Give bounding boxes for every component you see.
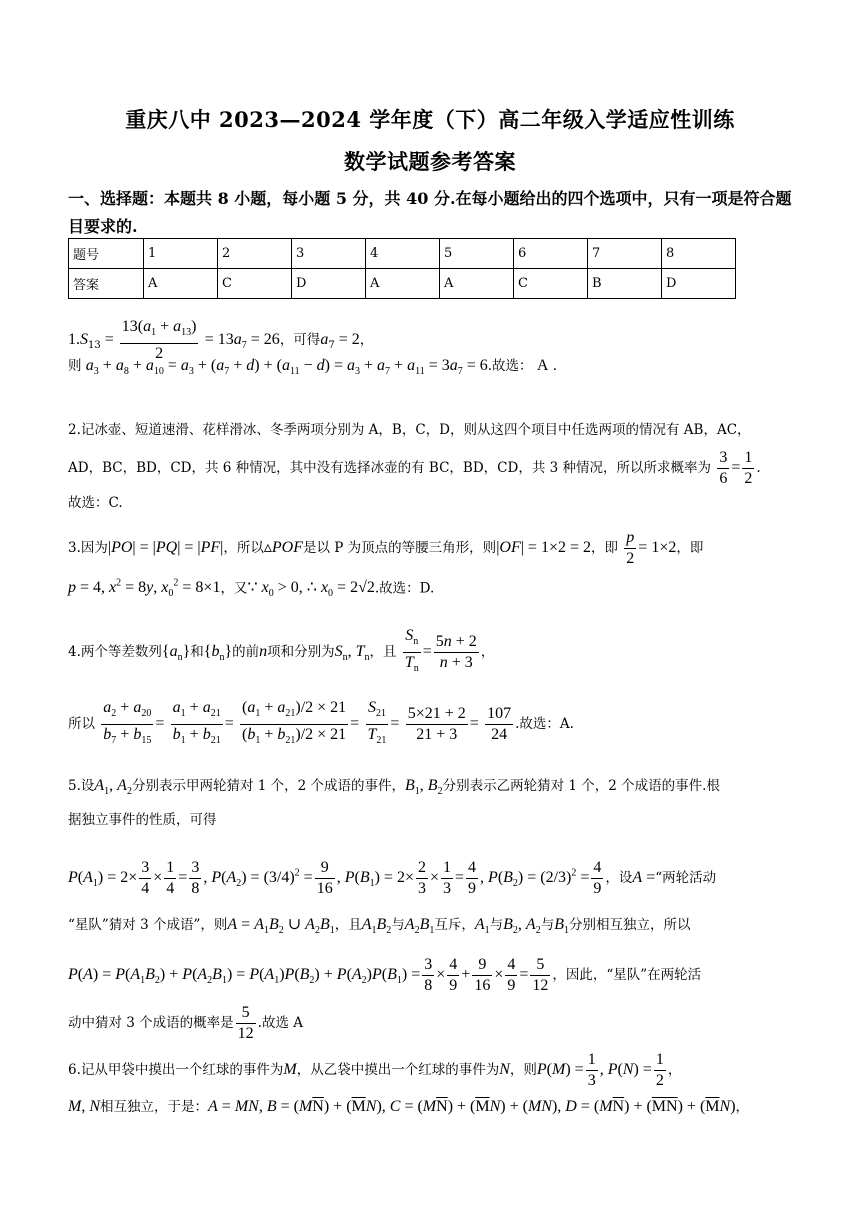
section-heading: 一、选择题：本题共 8 小题，每小题 5 分，共 40 分.在每小题给出的四个选项中，只有一项是符合题目要求的. (68, 189, 792, 236)
table-cell: 3 (292, 239, 366, 269)
table-cell: 8 (662, 239, 736, 269)
solution-6-line-2: M, N相互独立，于是：A = MN, $B = (M\overline{N}) + (\overline{M}N)$, $C = (M\overline{N}) + (\overline{M}N) + (MN)$, $D = (M\overline{N}) + (\overline{M}\overline{N}) + (\overline{M}N)$， (68, 1098, 750, 1115)
solution-1-line-1: $1.S_{13}$ = $\frac{13(a_1 + a_{13})}{2}$ = $13a_7 = 26$，可得$a_7 = 2$， (68, 318, 374, 363)
solution-4-line-2: 所以 $\frac{a_2 + a_{20}}{b_7 + b_{15}}$ = $\frac{a_1 + a_{21}}{b_1 + b_{21}}$ = $\frac{(a_1 + a_{21})/2 \times 21}{(b_1 + b_{21})/2 \times 21}$ = $\frac{S_{21}}{T_{21}}$ = $\frac{5\times 21 + 2}{21 + 3}$ = $\frac{107}{24}$ .故选：A. (68, 699, 574, 747)
table-row (69, 269, 736, 299)
table-cell: C (514, 269, 588, 299)
solution-3-line-1: 3.因为|PO| = |PQ| = |PF|，所以▵POF是以 P 为顶点的等腰三角形，则|OF| = 1×2 = 2，即 $\frac{p}{2}$ = 1×2，即 (68, 529, 704, 567)
table-header-cell: 答案 (69, 269, 144, 299)
table-cell: A (366, 269, 440, 299)
solution-4-line-1: 4.两个等差数列$\{a_n\}$和$\{b_n\}$的前n项和分别为$S_n$, $T_n$，且 $\frac{S_n}{T_n}$ = $\frac{5n + 2}{n + 3}$ ， (68, 627, 495, 675)
solution-5-line-2: 据独立事件的性质，可得 (68, 812, 217, 828)
solution-2-line-1: 2.记冰壶、短道速滑、花样滑冰、冬季两项分别为 A，B，C，D，则从这四个项目中任选两项的情况有 AB，AC， (68, 422, 751, 438)
table-header-cell: 题号 (69, 239, 144, 269)
solution-5-line-3: $P(A_1) = 2\times$ $\frac{3}{4}$ × $\frac{1}{4}$ = $\frac{3}{8}$ , $P(A_2) = (3/4)^2$ = $\frac{9}{16}$ , $P(B_1) = 2\times$ $\frac{2}{3}$ × $\frac{1}{3}$ = $\frac{4}{9}$ , $P(B_2) = (2/3)^2$ = $\frac{4}{9}$ ，设A =“两轮活动 (68, 859, 717, 897)
solution-5-line-4: “星队”猜对 3 个成语”，则$A = A_1B_2$ ∪ $A_2B_1$，且$A_1B_2$与$A_2B_1$互斥，$A_1$与$B_2$, $A_2$与$B_1$分别相互独立，所以 (68, 916, 691, 937)
table-cell: D (292, 269, 366, 299)
table-cell: C (218, 269, 292, 299)
solution-5-line-1: 5.设$A_1$, $A_2$分别表示甲两轮猜对 1 个，2 个成语的事件，$B_1$, $B_2$分别表示乙两轮猜对 1 个，2 个成语的事件.根 (68, 777, 720, 798)
solution-2-line-3: 故选：C. (68, 495, 123, 511)
solution-5-line-6: 动中猜对 3 个成语的概率是 $\frac{5}{12}$ .故选 A (68, 1004, 304, 1042)
table-cell: A (144, 269, 218, 299)
solution-5-line-5: $P(A) = P(A_1B_2) + P(A_2B_1) = P(A_1)P(B_2) + P(A_2)P(B_1)$ = $\frac{3}{8}$ × $\frac{4}{9}$ + $\frac{9}{16}$ × $\frac{4}{9}$ = $\frac{5}{12}$ ，因此，“星队”在两轮活 (68, 956, 702, 994)
table-cell: 5 (440, 239, 514, 269)
table-cell: 2 (218, 239, 292, 269)
table-cell: A (440, 269, 514, 299)
solution-3-line-2: p = 4, $x^2 = 8y$, $x_0^2 = 8\times 1$，又∵ $x_0 > 0$, ∴ $x_0 = 2√2$.故选：D. (68, 578, 435, 600)
table-cell: 1 (144, 239, 218, 269)
document-subtitle: 数学试题参考答案 (344, 149, 516, 174)
table-cell: 7 (588, 239, 662, 269)
document-title: 重庆八中 2023—2024 学年度（下）高二年级入学适应性训练 (125, 107, 735, 132)
solution-6-line-1: 6.记从甲袋中摸出一个红球的事件为M，从乙袋中摸出一个红球的事件为N，则P(M) = $\frac{1}{3}$ , P(N) = $\frac{1}{2}$ ， (68, 1051, 682, 1089)
table-row (69, 239, 736, 269)
solution-1-line-2: 则 $a_3 + a_8 + a_{10} = a_3 + (a_7 + d) + (a_{11} - d) = a_3 + a_7 + a_{11} = 3a_7 = 6$.故选： A . (68, 357, 558, 378)
solution-2-line-2: AD，BC，BD，CD，共 6 种情况，其中没有选择冰壶的有 BC，BD，CD，共 3 种情况，所以所求概率为 $\frac{3}{6}$ = $\frac{1}{2}$ . (68, 449, 761, 487)
table-cell: 6 (514, 239, 588, 269)
table-cell: B (588, 269, 662, 299)
table-cell: D (662, 269, 736, 299)
table-cell: 4 (366, 239, 440, 269)
answer-table (68, 238, 736, 299)
